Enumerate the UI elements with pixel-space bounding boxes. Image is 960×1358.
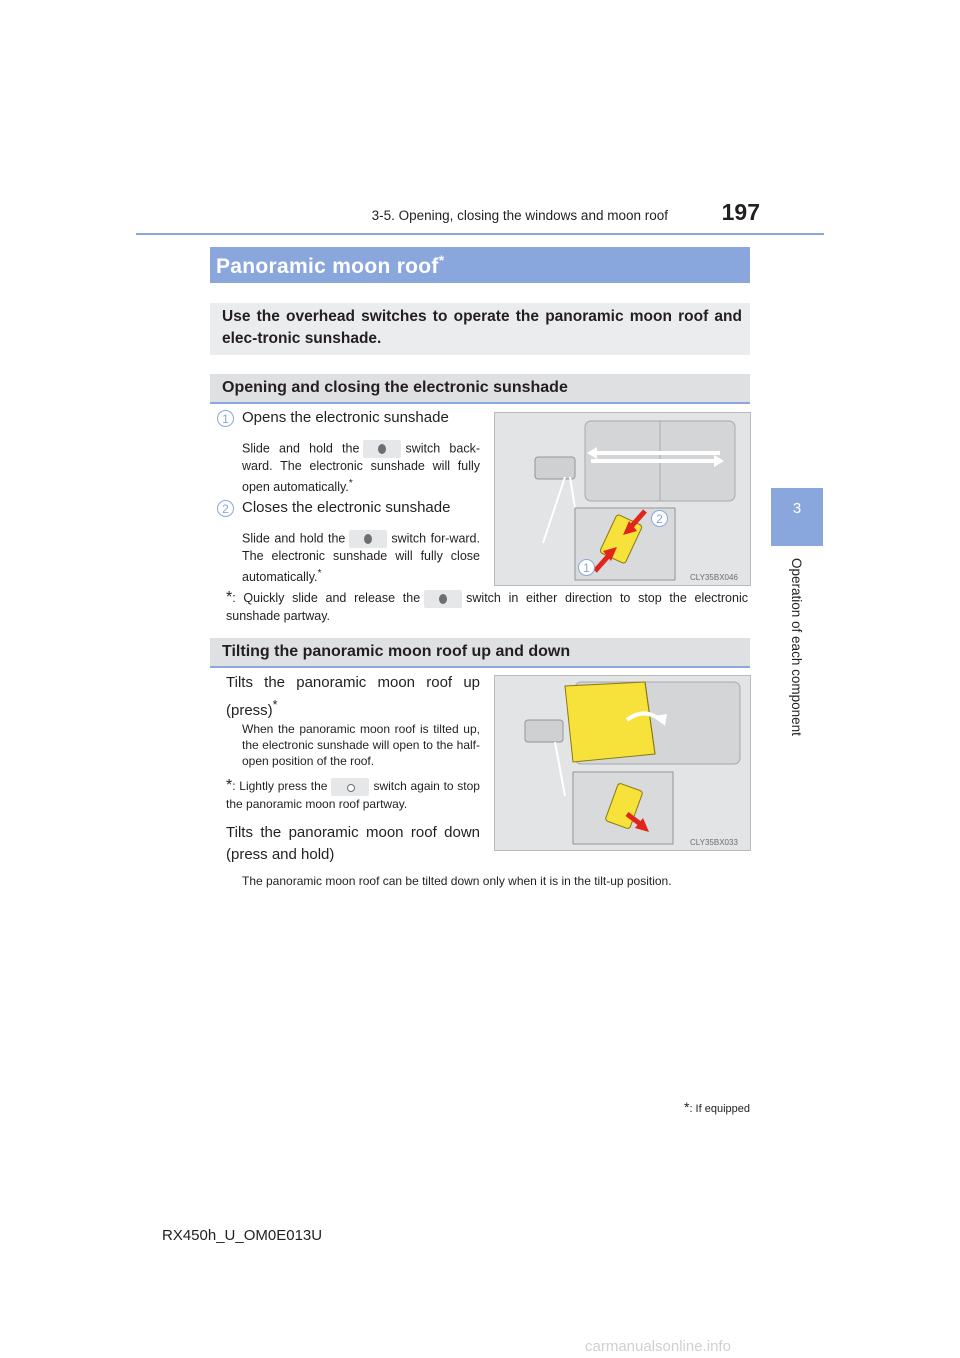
- callout-1: 1: [578, 559, 595, 576]
- step-text-open-b: switch back-ward. The electronic sunshade will fully open automatically.: [242, 441, 480, 495]
- asterisk: *: [317, 568, 322, 579]
- sunshade-illustration: [494, 412, 751, 586]
- partway-note: [226, 589, 748, 625]
- topic-title: [216, 252, 444, 279]
- tilt-switch-icon: [331, 778, 369, 796]
- note-text-b: switch in either direction to stop the electronic sunshade partway.: [226, 591, 748, 623]
- section-header: 3-5. Opening, closing the windows and moon roof: [371, 208, 668, 223]
- footnote-asterisk: *: [683, 1099, 690, 1115]
- asterisk: *: [348, 478, 353, 489]
- chapter-label-wrap: [786, 558, 806, 758]
- watermark: carmanualsonline.info: [585, 1338, 731, 1355]
- tilt-partway-note: [226, 778, 480, 812]
- equipped-footnote: [660, 1099, 750, 1115]
- tilt-up-text: When the panoramic moon roof is tilted up, the electronic sunshade will open to the half-open position of the roof.: [242, 722, 480, 768]
- note-asterisk: *: [226, 589, 233, 606]
- asterisk: *: [272, 698, 278, 712]
- model-code: RX450h_U_OM0E013U: [162, 1227, 323, 1244]
- sunshade-switch-icon: [363, 440, 401, 458]
- step-text-close-b: switch for-ward. The electronic sunshade will fully close automatically.: [242, 531, 480, 585]
- topic-title-text: Panoramic moon roof: [216, 255, 439, 278]
- step-title-open: Opens the electronic sunshade: [242, 409, 449, 426]
- sunshade-switch-icon: [424, 590, 462, 608]
- step-number-2: 2: [217, 500, 234, 517]
- tilt-down-title: Tilts the panoramic moon roof down (press and hold): [226, 824, 480, 863]
- tilt-illustration: [494, 675, 751, 851]
- tilt-up-title: [226, 672, 480, 722]
- page-number: 197: [721, 199, 760, 225]
- chapter-label: Operation of each component: [789, 558, 804, 736]
- sunshade-illustration-svg: [495, 413, 750, 585]
- section-heading-rule: [210, 402, 750, 404]
- chapter-number: 3: [792, 500, 802, 517]
- section-heading-rule: [210, 666, 750, 668]
- section-heading-tilt: Tilting the panoramic moon roof up and down: [222, 643, 571, 660]
- tilt-up-title-text: Tilts the panoramic moon roof up (press): [226, 674, 480, 719]
- intro-text: Use the overhead switches to operate the panoramic moon roof and elec-tronic sunshade.: [222, 308, 742, 347]
- section-heading-sunshade: Opening and closing the electronic sunshade: [222, 379, 568, 396]
- step-text-open-a: Slide and hold the: [242, 441, 360, 456]
- tilt-illustration-svg: [495, 676, 750, 850]
- callout-2: 2: [651, 510, 668, 527]
- note-text-a: : Quickly slide and release the: [232, 591, 421, 605]
- header-rule: [136, 233, 824, 235]
- tilt-down-text: The panoramic moon roof can be tilted down only when it is in the tilt-up position.: [242, 874, 672, 888]
- sunshade-switch-icon: [349, 530, 387, 548]
- step-text-close-a: Slide and hold the: [242, 531, 346, 546]
- figure-code: CLY35BX033: [690, 838, 738, 847]
- step-text-open: [242, 440, 480, 496]
- footnote-text: : If equipped: [689, 1103, 750, 1115]
- equipped-asterisk: *: [438, 252, 445, 268]
- note-text-b: switch again to stop the panoramic moon roof partway.: [226, 779, 480, 811]
- note-text-a: : Lightly press the: [232, 779, 328, 794]
- step-title-close: Closes the electronic sunshade: [242, 499, 451, 516]
- chapter-tab: [771, 488, 823, 546]
- figure-code: CLY35BX046: [690, 573, 738, 582]
- step-number-1: 1: [217, 410, 234, 427]
- note-asterisk: *: [226, 777, 233, 795]
- step-text-close: [242, 530, 480, 586]
